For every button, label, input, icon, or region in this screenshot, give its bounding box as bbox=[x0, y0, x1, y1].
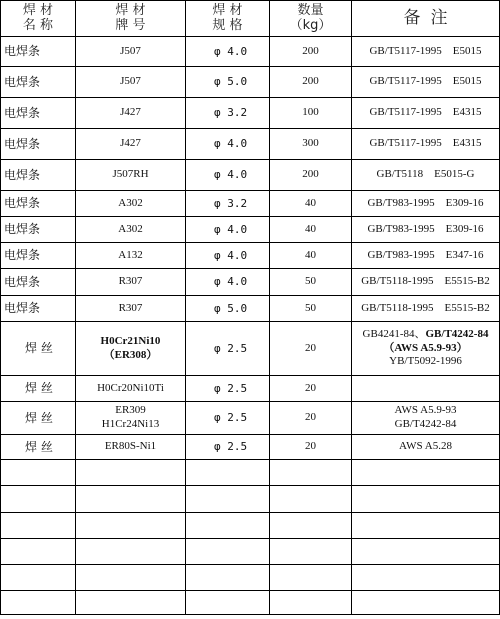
cell-name: 电焊条 bbox=[1, 217, 76, 243]
cell-remark bbox=[352, 376, 500, 402]
cell-remark: GB/T5117-1995 E5015 bbox=[352, 67, 500, 98]
header-name: 焊 材 名 称 bbox=[1, 1, 76, 37]
cell-remark: GB/T5117-1995 E4315 bbox=[352, 129, 500, 160]
cell-qty: 20 bbox=[270, 435, 352, 460]
empty-row bbox=[1, 460, 500, 486]
cell-qty: 200 bbox=[270, 67, 352, 98]
cell-name: 焊 丝 bbox=[1, 402, 76, 435]
table-row bbox=[1, 160, 500, 191]
cell-qty: 50 bbox=[270, 296, 352, 322]
cell-grade: ER80S-Ni1 bbox=[76, 435, 186, 460]
header-remark: 备注 bbox=[352, 1, 500, 37]
table-row bbox=[1, 243, 500, 269]
table-row bbox=[1, 296, 500, 322]
header-row bbox=[1, 1, 500, 37]
cell-spec: φ 4.0 bbox=[186, 217, 270, 243]
cell-remark: GB/T983-1995 E347-16 bbox=[352, 243, 500, 269]
cell-grade: H0Cr21Ni10 （ER308） bbox=[76, 322, 186, 376]
cell-qty: 200 bbox=[270, 37, 352, 67]
cell-qty: 40 bbox=[270, 217, 352, 243]
cell-grade: A132 bbox=[76, 243, 186, 269]
cell-remark: GB/T5118-1995 E5515-B2 bbox=[352, 296, 500, 322]
cell-name: 焊 丝 bbox=[1, 435, 76, 460]
cell-spec: φ 2.5 bbox=[186, 435, 270, 460]
cell-name: 电焊条 bbox=[1, 98, 76, 129]
empty-row bbox=[1, 565, 500, 591]
table-row bbox=[1, 435, 500, 460]
cell-name: 电焊条 bbox=[1, 191, 76, 217]
cell-remark: GB/T983-1995 E309-16 bbox=[352, 217, 500, 243]
table-row bbox=[1, 217, 500, 243]
cell-remark: GB4241-84、GB/T4242-84 （AWS A5.9-93） YB/T5092-1996 bbox=[352, 322, 500, 376]
cell-spec: φ 5.0 bbox=[186, 67, 270, 98]
cell-grade: H0Cr20Ni10Ti bbox=[76, 376, 186, 402]
cell-grade: J507 bbox=[76, 37, 186, 67]
cell-grade: J427 bbox=[76, 129, 186, 160]
cell-grade: A302 bbox=[76, 217, 186, 243]
cell-qty: 100 bbox=[270, 98, 352, 129]
cell-spec: φ 3.2 bbox=[186, 98, 270, 129]
cell-name: 电焊条 bbox=[1, 37, 76, 67]
table-row bbox=[1, 402, 500, 435]
cell-name: 焊 丝 bbox=[1, 322, 76, 376]
cell-name: 电焊条 bbox=[1, 67, 76, 98]
table-row bbox=[1, 129, 500, 160]
cell-name: 电焊条 bbox=[1, 296, 76, 322]
cell-qty: 40 bbox=[270, 243, 352, 269]
cell-remark: GB/T983-1995 E309-16 bbox=[352, 191, 500, 217]
cell-qty: 40 bbox=[270, 191, 352, 217]
header-qty: 数量 （kg） bbox=[270, 1, 352, 37]
cell-name: 电焊条 bbox=[1, 269, 76, 296]
cell-name: 电焊条 bbox=[1, 160, 76, 191]
table-row bbox=[1, 67, 500, 98]
cell-remark: GB/T5118-1995 E5515-B2 bbox=[352, 269, 500, 296]
cell-grade: R307 bbox=[76, 269, 186, 296]
cell-spec: φ 2.5 bbox=[186, 402, 270, 435]
cell-spec: φ 2.5 bbox=[186, 322, 270, 376]
cell-grade: A302 bbox=[76, 191, 186, 217]
cell-grade: J507RH bbox=[76, 160, 186, 191]
cell-qty: 200 bbox=[270, 160, 352, 191]
cell-remark: AWS A5.9-93 GB/T4242-84 bbox=[352, 402, 500, 435]
header-grade: 焊 材 牌 号 bbox=[76, 1, 186, 37]
cell-name: 电焊条 bbox=[1, 129, 76, 160]
cell-grade: R307 bbox=[76, 296, 186, 322]
cell-qty: 50 bbox=[270, 269, 352, 296]
cell-spec: φ 4.0 bbox=[186, 269, 270, 296]
cell-remark: AWS A5.28 bbox=[352, 435, 500, 460]
table-row bbox=[1, 376, 500, 402]
cell-remark: GB/T5118 E5015-G bbox=[352, 160, 500, 191]
cell-remark: GB/T5117-1995 E5015 bbox=[352, 37, 500, 67]
cell-qty: 20 bbox=[270, 402, 352, 435]
cell-spec: φ 4.0 bbox=[186, 37, 270, 67]
header-spec: 焊 材 规 格 bbox=[186, 1, 270, 37]
table-row bbox=[1, 191, 500, 217]
cell-name: 焊 丝 bbox=[1, 376, 76, 402]
empty-row bbox=[1, 591, 500, 615]
table-row bbox=[1, 37, 500, 67]
cell-spec: φ 3.2 bbox=[186, 191, 270, 217]
cell-spec: φ 4.0 bbox=[186, 160, 270, 191]
cell-qty: 20 bbox=[270, 322, 352, 376]
cell-qty: 20 bbox=[270, 376, 352, 402]
empty-row bbox=[1, 539, 500, 565]
cell-spec: φ 2.5 bbox=[186, 376, 270, 402]
cell-grade: J507 bbox=[76, 67, 186, 98]
cell-spec: φ 4.0 bbox=[186, 243, 270, 269]
table-row bbox=[1, 269, 500, 296]
cell-grade: J427 bbox=[76, 98, 186, 129]
cell-grade: ER309 H1Cr24Ni13 bbox=[76, 402, 186, 435]
empty-row bbox=[1, 486, 500, 513]
cell-remark: GB/T5117-1995 E4315 bbox=[352, 98, 500, 129]
cell-name: 电焊条 bbox=[1, 243, 76, 269]
table-row bbox=[1, 98, 500, 129]
table-row bbox=[1, 322, 500, 376]
empty-row bbox=[1, 513, 500, 539]
cell-qty: 300 bbox=[270, 129, 352, 160]
cell-spec: φ 4.0 bbox=[186, 129, 270, 160]
cell-spec: φ 5.0 bbox=[186, 296, 270, 322]
